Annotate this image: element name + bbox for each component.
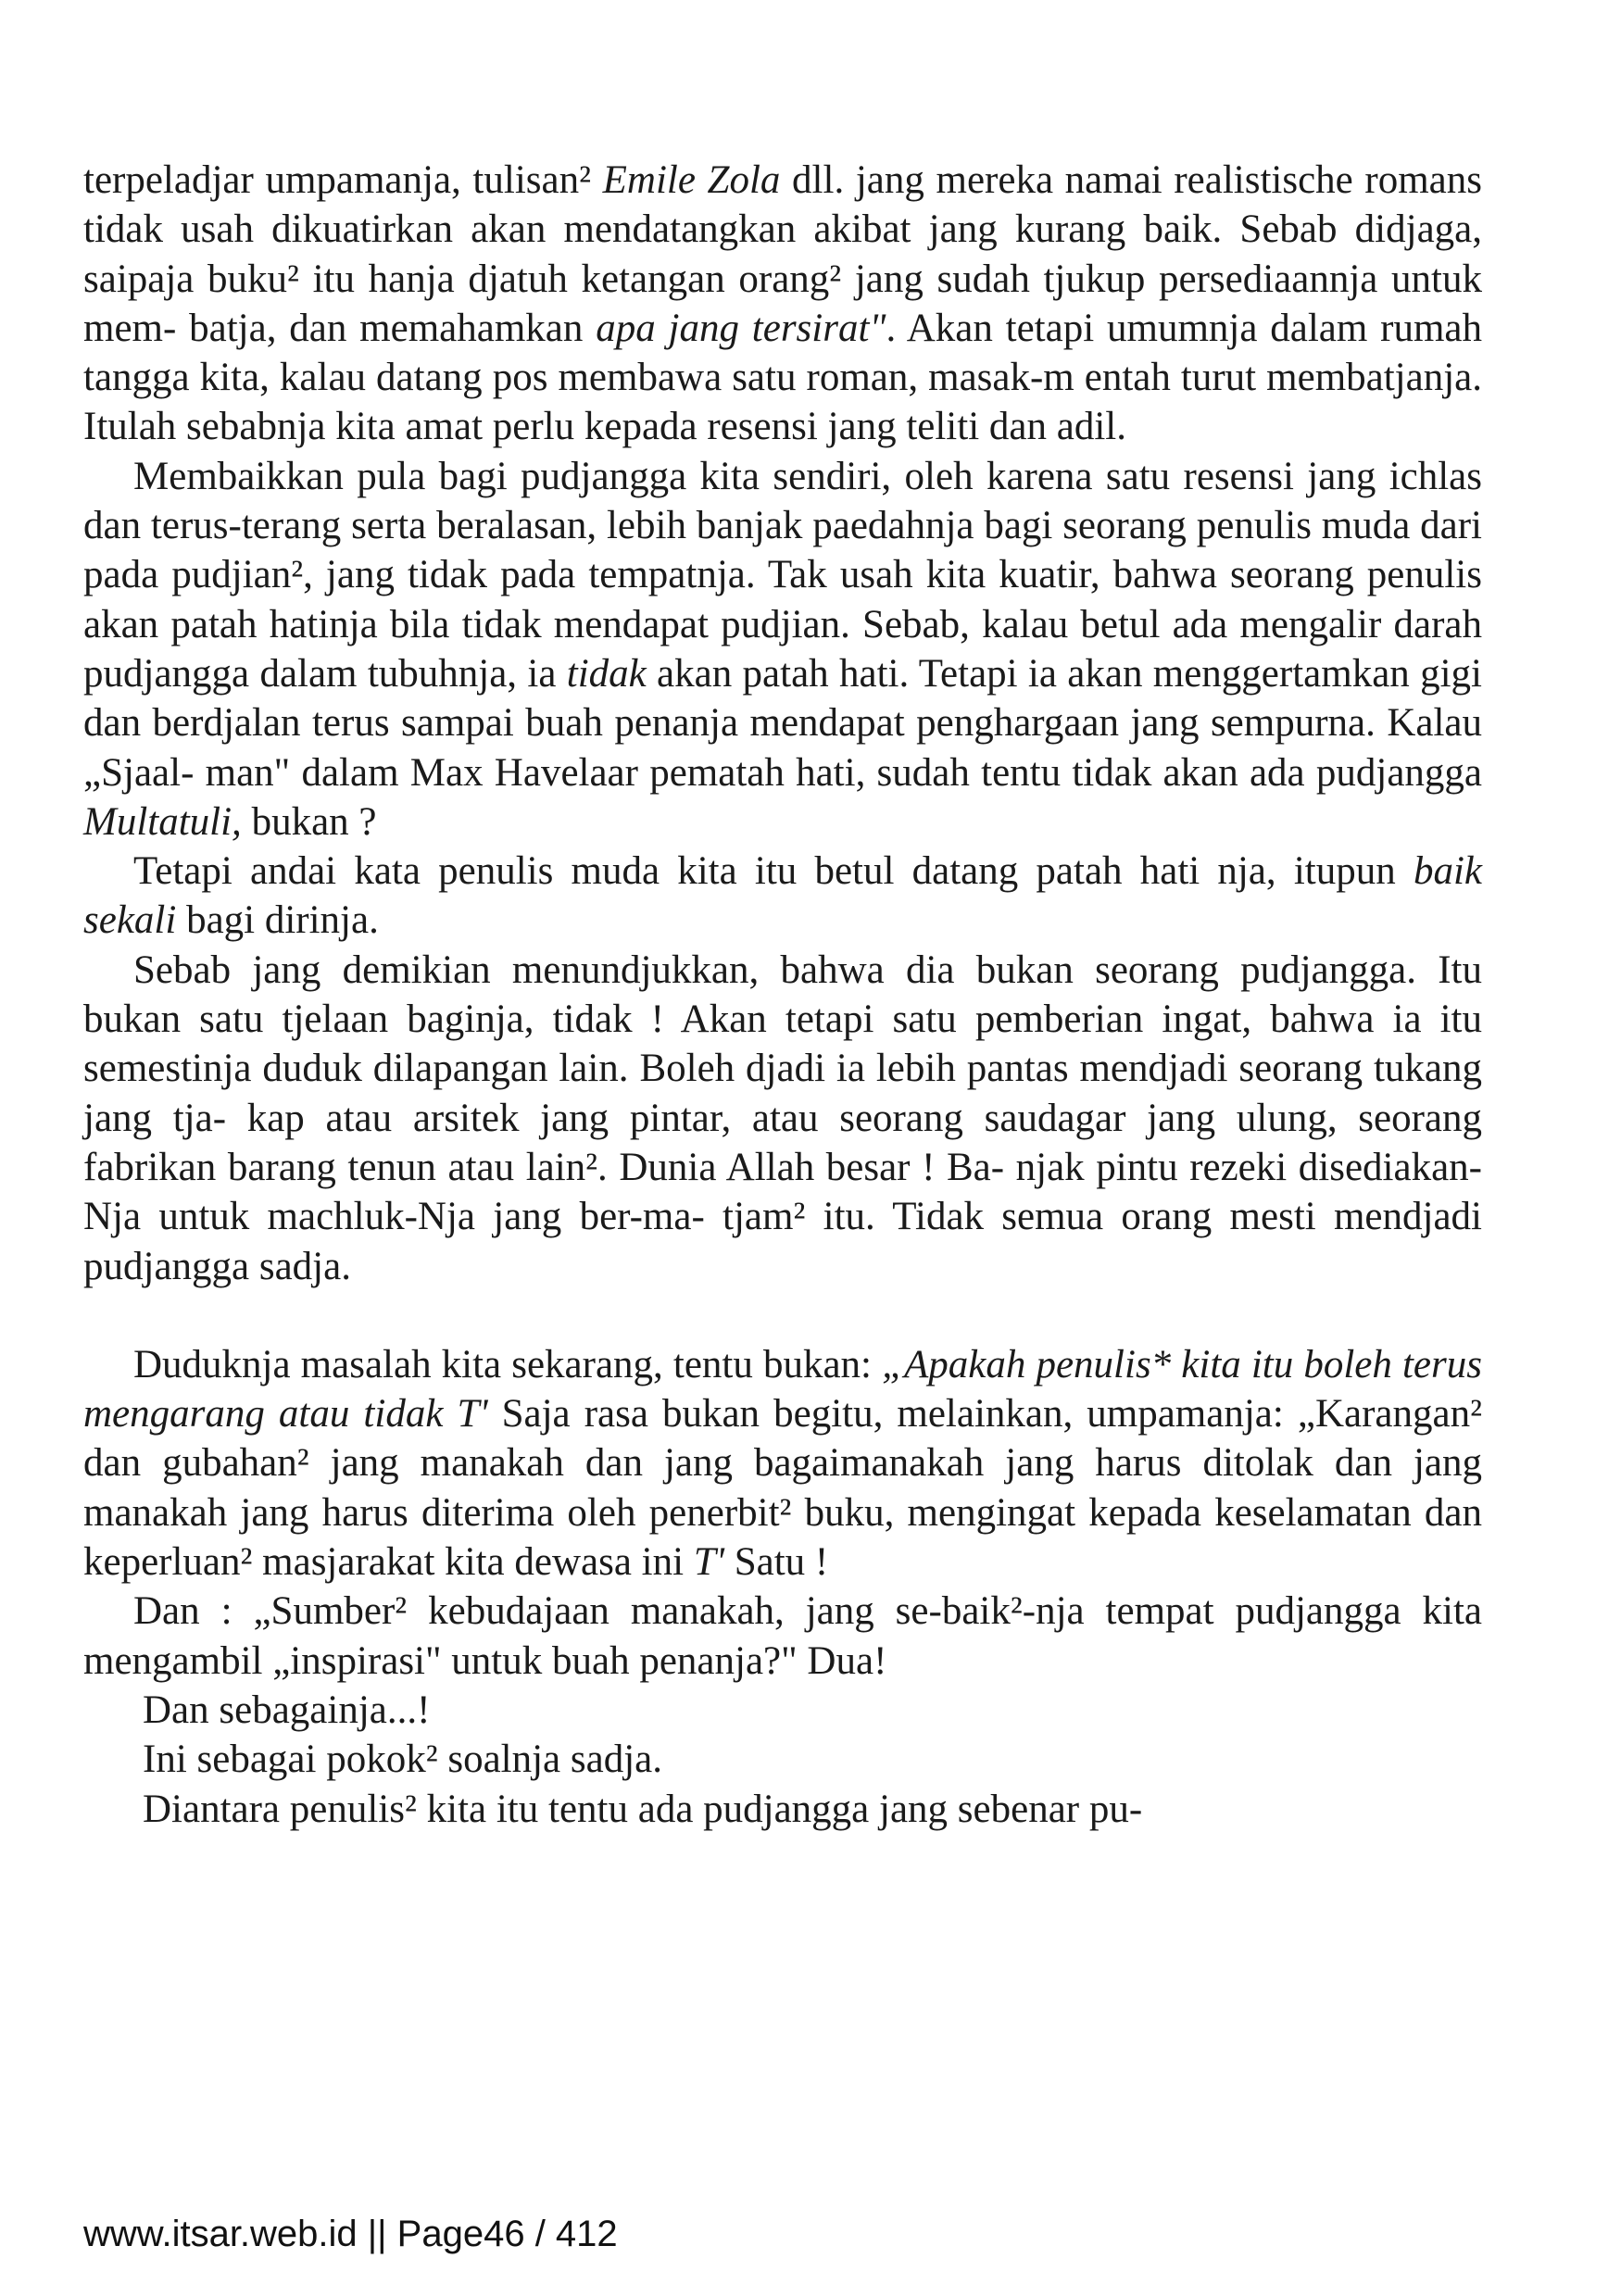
page-footer: www.itsar.web.id || Page46 / 412 <box>83 2214 618 2254</box>
paragraph-1: terpeladjar umpamanja, tulisan² Emile Zola dll. jang mereka namai realistische romans tidak usah dikuatirkan akan mendatangkan akibat jang kurang baik. Sebab didjaga, saipaja buku² itu hanja djatuh ketangan orang² jang sudah tjukup persediaannja untuk mem- batja, dan memahamkan apa jang tersirat". Akan tetapi umumnja dalam rumah tangga kita, kalau datang pos membawa satu roman, masak-m entah turut membatjanja. Itulah sebabnja kita amat perlu kepada resensi jang teliti dan adil. <box>83 158 1482 449</box>
paragraph-8: Ini sebagai pokok² soalnja sadja. <box>143 1738 662 1782</box>
body-text <box>83 156 1482 1834</box>
paragraph-4: Sebab jang demikian menundjukkan, bahwa dia bukan seorang pudjangga. Itu bukan satu tjelaan baginja, tidak ! Akan tetapi satu pemberian ingat, bahwa ia itu semestinja duduk dilapangan lain. Boleh djadi ia lebih pantas mendjadi seorang tukang jang tja- kap atau arsitek jang pintar, atau seorang saudagar jang ulung, seorang fabrikan barang tenun atau lain². Dunia Allah besar ! Ba- njak pintu rezeki disediakan-Nja untuk machluk-Nja jang ber-ma- tjam² itu. Tidak semua orang mesti mendjadi pudjangga sadja. <box>83 947 1482 1288</box>
paragraph-9: Diantara penulis² kita itu tentu ada pudjangga jang sebenar pu- <box>143 1787 1143 1831</box>
paragraph-7: Dan sebagainja...! <box>143 1687 431 1732</box>
paragraph-6: Dan : „Sumber² kebudajaan manakah, jang se-baik²-nja tempat pudjangga kita mengambil „inspirasi" untuk buah penanja?" Dua! <box>83 1589 1482 1683</box>
section-gap <box>83 1291 1482 1340</box>
paragraph-3: Tetapi andai kata penulis muda kita itu betul datang patah hati nja, itupun baik sekali bagi dirinja. <box>83 849 1482 943</box>
paragraph-5: Duduknja masalah kita sekarang, tentu bukan: „Apakah penulis* kita itu boleh terus mengarang atau tidak T' Saja rasa bukan begitu, melainkan, umpamanja: „Karangan² dan gubahan² jang manakah dan jang bagaimanakah jang harus ditolak dan jang manakah jang harus diterima oleh penerbit² buku, mengingat kepada keselamatan dan keperluan² masjarakat kita dewasa ini T' Satu ! <box>83 1342 1482 1585</box>
paragraph-2: Membaikkan pula bagi pudjangga kita sendiri, oleh karena satu resensi jang ichlas dan terus-terang serta beralasan, lebih banjak paedahnja bagi seorang penulis muda dari pada pudjian², jang tidak pada tempatnja. Tak usah kita kuatir, bahwa seorang penulis akan patah hatinja bila tidak mendapat pudjian. Sebab, kalau betul ada mengalir darah pudjangga dalam tubuhnja, ia tidak akan patah hati. Tetapi ia akan menggertamkan gigi dan berdjalan terus sampai buah penanja mendapat penghargaan jang sempurna. Kalau „Sjaal- man" dalam Max Havelaar pematah hati, sudah tentu tidak akan ada pudjangga Multatuli, bukan ? <box>83 454 1482 844</box>
